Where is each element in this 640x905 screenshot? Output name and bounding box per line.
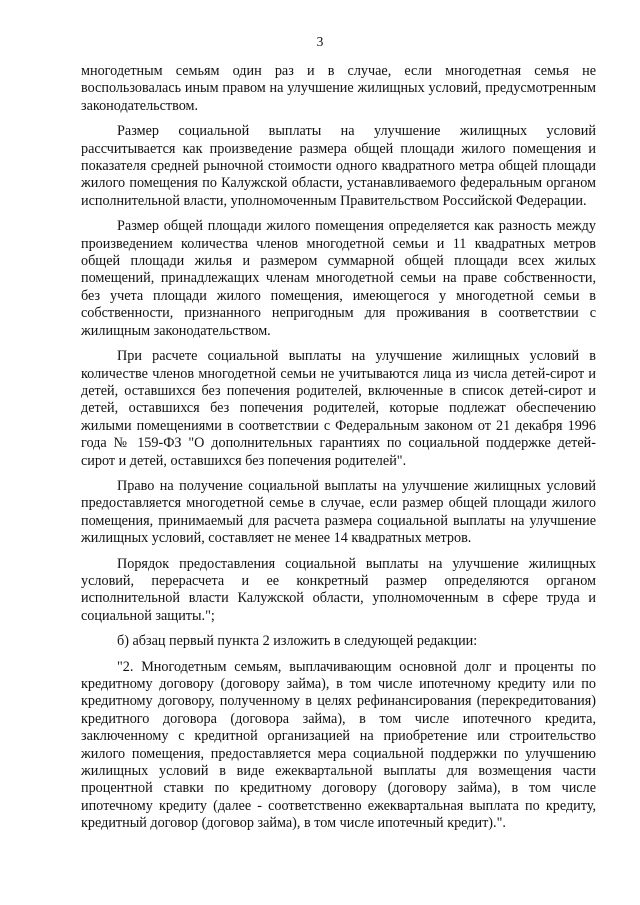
paragraph-area-size: Размер общей площади жилого помещения определяется как разность между произведением количества членов многодетной семьи и 11 квадратных метров общей площади жилья и размером суммарной общей площади всех жилых помещений, принадлежащих членам многодетной семьи на праве собственности, без учета площади жилого помещения, имеющегося у многодетной семьи в собственности, признанного непригодным для проживания в соответствии с жилищным законодательством. [81, 218, 596, 339]
paragraph-continuation: многодетным семьям один раз и в случае, если многодетная семья не воспользовалась иным правом на улучшение жилищных условий, предусмотренным законодательством. [81, 63, 596, 114]
paragraph-payment-size: Размер социальной выплаты на улучшение жилищных условий рассчитывается как произведение размера общей площади жилого помещения и показателя средней рыночной стоимости одного квадратного метра общей площади жилого помещения по Калужской области, устанавливаемого федеральным органом исполнительной власти, уполномоченным Правительством Российской Федерации. [81, 123, 596, 209]
paragraph-orphans-exclusion: При расчете социальной выплаты на улучшение жилищных условий в количестве членов многодетной семьи не учитываются лица из числа детей-сирот и детей, оставшихся без попечения родителей, включенные в список детей-сирот и детей, оставшихся без попечения родителей, которые подлежат обеспечению жилыми помещениями в соответствии с Федеральным законом от 21 декабря 1996 года № 159-ФЗ "О дополнительных гарантиях по социальной поддержке детей-сирот и детей, оставшихся без попечения родителей". [81, 348, 596, 469]
page-number: 3 [316, 34, 324, 49]
paragraph-eligibility: Право на получение социальной выплаты на улучшение жилищных условий предоставляется многодетной семье в случае, если размер общей площади жилого помещения, принимаемый для расчета размера социальной выплаты на улучшение жилищных условий, составляет не менее 14 квадратных метров. [81, 477, 596, 547]
paragraph-amendment-b: б) абзац первый пункта 2 изложить в следующей редакции: [117, 633, 478, 650]
document-body [81, 63, 596, 833]
paragraph-point-2: "2. Многодетным семьям, выплачивающим основной долг и проценты по кредитному договору (договору займа), в том числе ипотечному кредиту или по кредитному договору, полученному в целях рефинансирования (перекредитования) кредитного договора (договора займа), в том числе ипотечного кредита, заключенному с кредитной организацией на приобретение или строительство жилого помещения, предоставляется мера социальной поддержки по улучшению жилищных условий в виде ежеквартальной выплаты для возмещения части процентной ставки по кредитному договору (договору займа), в том числе ипотечному кредиту (далее - соответственно ежеквартальная выплата по кредиту, кредитный договор (договор займа), в том числе ипотечный кредит).". [81, 658, 596, 832]
paragraph-procedure: Порядок предоставления социальной выплаты на улучшение жилищных условий, перерасчета и ее конкретный размер определяются органом исполнительной власти Калужской области, уполномоченным в сфере труда и социальной защиты."; [81, 555, 596, 624]
